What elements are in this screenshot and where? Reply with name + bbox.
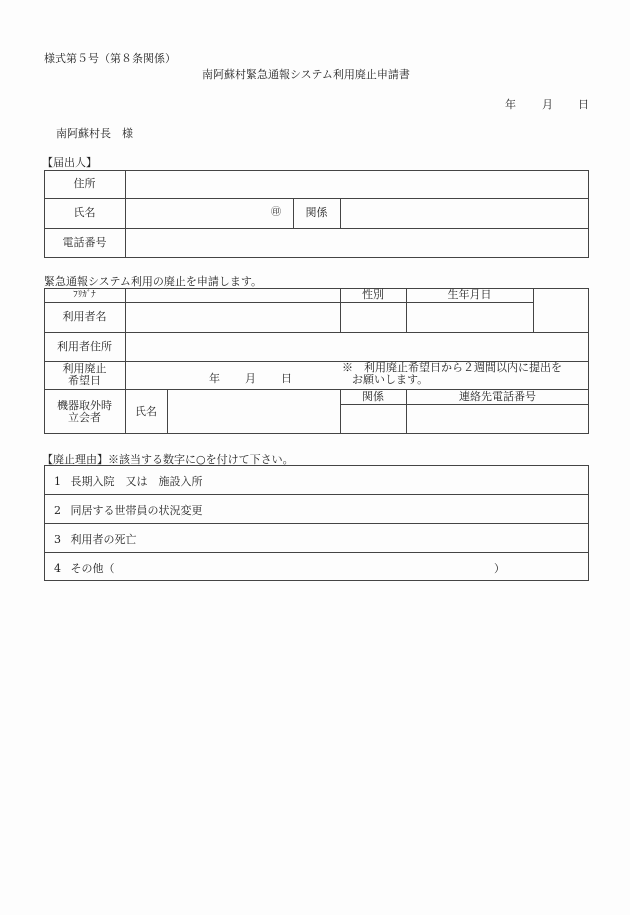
user-name-field[interactable] <box>127 304 339 331</box>
divider <box>44 552 589 553</box>
name-label: 氏名 <box>73 206 96 219</box>
date-day-label: 日 <box>578 98 589 111</box>
submission-note-line2: お願いします。 <box>352 373 429 386</box>
other-reason-field[interactable] <box>130 555 490 578</box>
witness-phone-field[interactable] <box>408 406 588 433</box>
furigana-label: ﾌﾘｶﾞﾅ <box>73 290 96 300</box>
witness-label-line2: 立会者 <box>68 410 101 424</box>
end-date-label-line2: 希望日 <box>68 374 101 387</box>
divider <box>533 288 534 332</box>
submission-note <box>342 362 562 386</box>
reason-item-2[interactable] <box>54 502 203 518</box>
witness-name-field[interactable] <box>169 391 339 432</box>
reason-number[interactable]: 3 <box>54 533 61 546</box>
divider <box>44 523 589 524</box>
end-date-day-label: 日 <box>281 372 292 385</box>
reason-number[interactable]: 4 <box>54 562 61 575</box>
reason-label: その他（ <box>70 562 115 575</box>
relation-field[interactable] <box>342 200 587 227</box>
end-date-field[interactable] <box>127 363 337 388</box>
reason-item-3[interactable] <box>54 531 137 547</box>
reasons-section-label: 【廃止理由】※該当する数字に○を付けて下さい。 <box>42 453 294 466</box>
name-field[interactable] <box>127 200 267 227</box>
divider <box>167 389 168 434</box>
witness-name-label: 氏名 <box>135 404 157 418</box>
reason-label: 長期入院 又は 施設入所 <box>70 475 203 488</box>
user-name-label: 利用者名 <box>62 310 107 323</box>
divider <box>340 404 589 405</box>
reason-number[interactable]: 2 <box>54 504 61 517</box>
birthdate-field[interactable] <box>408 304 532 331</box>
intro-text: 緊急通報システム利用の廃止を申請します。 <box>44 275 263 288</box>
other-reason-closing: ） <box>494 562 505 575</box>
furigana-field[interactable] <box>127 289 339 301</box>
divider <box>44 494 589 495</box>
end-date-year-label: 年 <box>209 372 220 385</box>
address-label: 住所 <box>73 177 96 190</box>
gender-field[interactable] <box>342 304 405 331</box>
end-date-month-label: 月 <box>245 372 256 385</box>
seal-mark-icon: ㊞ <box>271 207 281 218</box>
applicant-section-label: 【届出人】 <box>42 156 97 169</box>
user-address-field[interactable] <box>127 334 587 360</box>
document-title: 南阿蘇村緊急通報システム利用廃止申請書 <box>202 68 410 81</box>
addressee: 南阿蘇村長 様 <box>56 127 133 140</box>
reason-item-4[interactable] <box>54 560 115 576</box>
gender-label: 性別 <box>362 288 384 301</box>
divider <box>125 170 126 258</box>
end-date-label <box>44 361 125 389</box>
phone-field[interactable] <box>127 230 587 256</box>
date-year-label: 年 <box>505 98 516 111</box>
reason-number[interactable]: 1 <box>54 475 61 488</box>
photo-blank-cell <box>535 290 587 331</box>
phone-label: 電話番号 <box>62 236 107 249</box>
witness-label-line1: 機器取外時 <box>57 398 112 412</box>
reason-label: 同居する世帯員の状況変更 <box>70 504 203 517</box>
witness-relation-label: 関係 <box>362 389 384 403</box>
user-address-label: 利用者住所 <box>57 339 112 353</box>
witness-label <box>44 389 125 434</box>
date-month-label: 月 <box>542 98 553 111</box>
divider <box>340 198 341 228</box>
reason-item-1[interactable] <box>54 473 203 489</box>
end-date-label-line1: 利用廃止 <box>62 362 107 375</box>
address-field[interactable] <box>127 172 587 197</box>
submission-note-line1: ※ 利用廃止希望日から２週間以内に提出を <box>342 361 562 374</box>
witness-relation-field[interactable] <box>342 406 405 433</box>
relation-label: 関係 <box>305 206 328 219</box>
birthdate-label: 生年月日 <box>447 288 492 301</box>
witness-phone-label: 連絡先電話番号 <box>459 389 536 403</box>
reason-label: 利用者の死亡 <box>70 533 137 546</box>
form-number: 様式第５号（第８条関係） <box>44 52 176 65</box>
